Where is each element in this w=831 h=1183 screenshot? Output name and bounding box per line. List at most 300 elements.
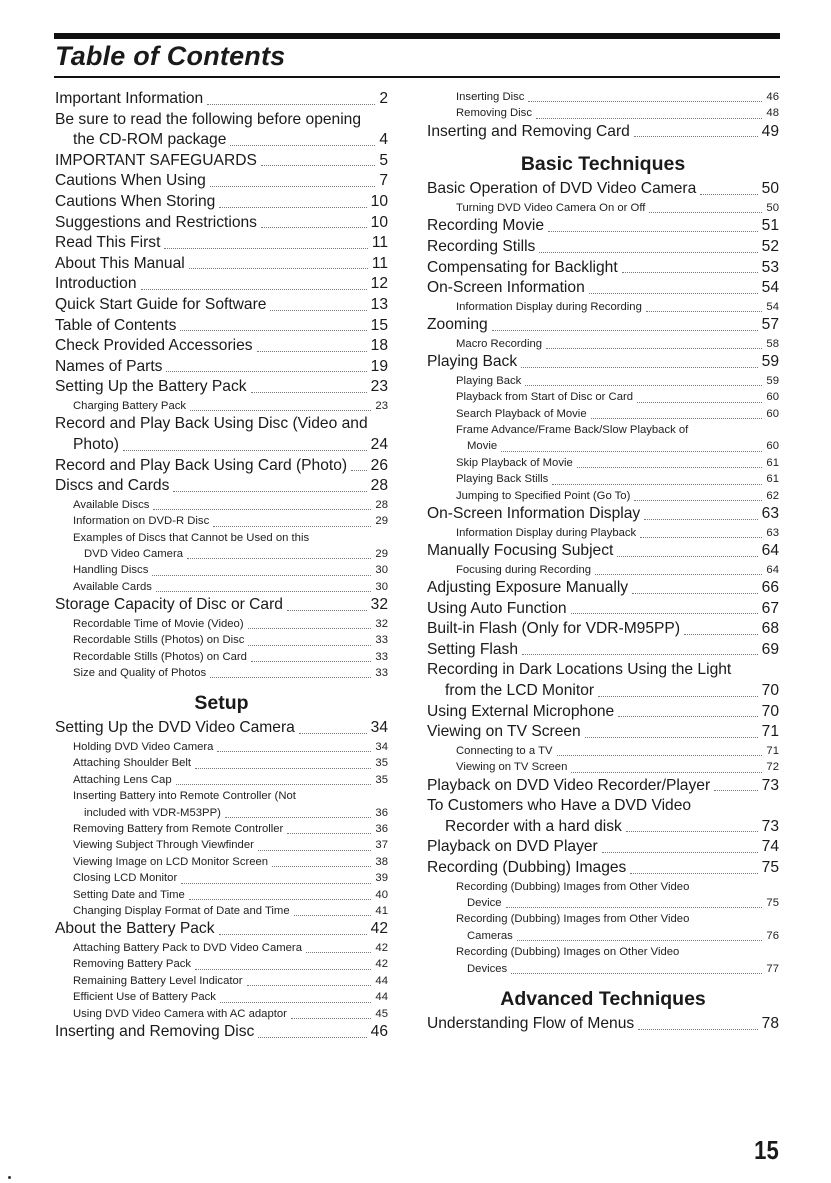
- toc-subentry[interactable]: [427, 105, 779, 121]
- toc-entry[interactable]: [55, 919, 388, 940]
- toc-page-number: 24: [370, 435, 388, 453]
- toc-page-number: 63: [766, 526, 779, 539]
- toc-entry-title: Playback from Start of Disc or Card: [456, 391, 634, 404]
- toc-entry-title: Zooming: [427, 316, 488, 334]
- toc-entry-title: Attaching Shoulder Belt: [73, 757, 192, 770]
- toc-page-number: 29: [375, 547, 388, 560]
- toc-entry-title: Storage Capacity of Disc or Card: [55, 596, 283, 614]
- dot-leader: [546, 348, 762, 349]
- toc-entry-title: Playback on DVD Video Recorder/Player: [427, 776, 711, 794]
- toc-subentry[interactable]: [55, 772, 388, 788]
- toc-page-number: 33: [375, 634, 388, 647]
- toc-subentry[interactable]: [55, 821, 388, 837]
- toc-page-number: 62: [766, 489, 779, 502]
- dot-leader: [714, 790, 758, 791]
- toc-subentry[interactable]: [427, 200, 779, 216]
- toc-entry-title: Cautions When Storing: [55, 192, 216, 210]
- toc-page-number: 50: [766, 202, 779, 214]
- toc-page-number: 32: [375, 617, 388, 630]
- toc-entry[interactable]: [55, 233, 388, 254]
- toc-page-number: 28: [370, 477, 388, 495]
- toc-subentry[interactable]: [55, 870, 388, 886]
- toc-entry[interactable]: [55, 414, 388, 455]
- toc-entry[interactable]: [55, 89, 388, 110]
- toc-subentry[interactable]: [427, 389, 779, 405]
- toc-entry-title-cont: Recorder with a hard disk: [445, 817, 622, 835]
- toc-entry-title: Record and Play Back Using Disc (Video and: [55, 415, 368, 433]
- dot-leader: [189, 899, 372, 900]
- toc-subentry[interactable]: [55, 837, 388, 853]
- dot-leader: [173, 491, 366, 492]
- toc-subentry[interactable]: [55, 497, 388, 513]
- dot-leader: [552, 484, 762, 485]
- toc-entry[interactable]: [427, 278, 779, 299]
- toc-entry-title: Charging Battery Pack: [73, 399, 187, 412]
- dot-leader: [257, 351, 367, 352]
- toc-subentry[interactable]: [55, 903, 388, 919]
- dot-leader: [548, 231, 758, 232]
- toc-entry-title: Information on DVD-R Disc: [73, 515, 210, 528]
- toc-subentry[interactable]: [55, 513, 388, 529]
- toc-entry-title-cont: Photo): [73, 435, 119, 453]
- toc-entry[interactable]: [427, 722, 779, 743]
- toc-entry-title: Information Display during Playback: [456, 526, 637, 539]
- toc-subentry[interactable]: [427, 879, 779, 912]
- dot-leader: [351, 470, 367, 471]
- toc-page-number: 77: [766, 962, 779, 975]
- dot-leader: [539, 252, 757, 253]
- toc-subentry[interactable]: [427, 455, 779, 471]
- toc-page-number: 57: [761, 316, 779, 334]
- dot-leader: [511, 973, 762, 974]
- toc-entry[interactable]: [55, 718, 388, 739]
- dot-leader: [217, 751, 371, 752]
- toc-page-number: 64: [766, 563, 779, 576]
- dot-leader: [153, 509, 371, 510]
- dot-leader: [152, 575, 371, 576]
- toc-entry-title: Skip Playback of Movie: [456, 456, 573, 469]
- dot-leader: [622, 272, 758, 273]
- toc-entry-title: Search Playback of Movie: [456, 407, 587, 420]
- toc-subentry[interactable]: [55, 1006, 388, 1022]
- dot-leader: [638, 1029, 757, 1030]
- toc-entry[interactable]: [55, 595, 388, 616]
- toc-page-number: 54: [761, 279, 779, 297]
- toc-entry[interactable]: [427, 578, 779, 599]
- toc-entry-title: Playing Back Stills: [456, 473, 549, 486]
- toc-entry-title: Setting Up the Battery Pack: [55, 378, 247, 396]
- toc-entry-title: Read This First: [55, 234, 161, 252]
- toc-page-number: 51: [761, 217, 779, 235]
- dot-leader: [521, 367, 757, 368]
- toc-entry-title: Frame Advance/Frame Back/Slow Playback of: [456, 424, 689, 436]
- toc-subentry[interactable]: [427, 743, 779, 759]
- toc-page-number: 34: [375, 740, 388, 753]
- toc-page-number: 78: [761, 1015, 779, 1032]
- dot-leader: [517, 940, 763, 941]
- toc-page-number: 74: [761, 838, 779, 856]
- dot-leader: [248, 645, 371, 646]
- toc-entry[interactable]: [427, 796, 779, 837]
- toc-entry[interactable]: [427, 619, 779, 640]
- dot-leader: [522, 654, 758, 655]
- toc-entry-title: Viewing on TV Screen: [427, 723, 581, 741]
- toc-entry-title: Understanding Flow of Menus: [427, 1015, 635, 1032]
- toc-entry-title: Using External Microphone: [427, 702, 615, 720]
- toc-entry-title: Cautions When Using: [55, 172, 206, 190]
- toc-entry-title: Jumping to Specified Point (Go To): [456, 489, 631, 502]
- toc-entry[interactable]: [55, 151, 388, 172]
- dot-leader: [557, 755, 763, 756]
- toc-subentry[interactable]: [55, 854, 388, 870]
- toc-page-number: 59: [761, 353, 779, 371]
- toc-entry-title: Inserting Disc: [456, 91, 525, 103]
- dot-leader: [492, 330, 758, 331]
- toc-entry[interactable]: [427, 315, 779, 336]
- dot-leader: [637, 402, 762, 403]
- toc-entry-title: Examples of Discs that Cannot be Used on this: [73, 531, 310, 544]
- toc-entry-title: Recording (Dubbing) Images: [427, 858, 627, 876]
- toc-entry-title-cont: Devices: [467, 962, 508, 975]
- toc-entry[interactable]: [427, 776, 779, 797]
- toc-subentry[interactable]: [427, 911, 779, 944]
- toc-page-number: 73: [761, 776, 779, 794]
- toc-entry-title: About This Manual: [55, 254, 185, 272]
- toc-entry-title: Suggestions and Restrictions: [55, 213, 257, 231]
- toc-entry-title: Using Auto Function: [427, 599, 567, 617]
- toc-entry-title: Record and Play Back Using Card (Photo): [55, 456, 348, 474]
- toc-page-number: 33: [375, 650, 388, 663]
- dot-leader: [225, 817, 372, 818]
- toc-page-number: 68: [761, 620, 779, 638]
- toc-entry-title: On-Screen Information Display: [427, 505, 641, 523]
- dot-leader: [506, 907, 763, 908]
- toc-subentry[interactable]: [55, 788, 388, 821]
- dot-leader: [571, 772, 762, 773]
- toc-subentry[interactable]: [55, 887, 388, 903]
- toc-entry-continuation: [55, 130, 388, 151]
- toc-page-number: 28: [375, 498, 388, 511]
- toc-entry-continuation: [456, 961, 779, 977]
- toc-entry[interactable]: [55, 316, 388, 337]
- toc-page-number: 76: [766, 929, 779, 942]
- toc-entry-title: Manually Focusing Subject: [427, 542, 614, 560]
- toc-page-number: 67: [761, 599, 779, 617]
- dot-leader: [700, 194, 757, 195]
- dot-leader: [210, 677, 371, 678]
- toc-entry-title: Introduction: [55, 275, 137, 293]
- toc-entry-title: Setting Date and Time: [73, 888, 185, 901]
- toc-page-number: 42: [375, 942, 388, 954]
- toc-entry-title: Recording Movie: [427, 217, 545, 235]
- toc-entry-title: Recording (Dubbing) Images on Other Video: [456, 946, 680, 959]
- dot-leader: [630, 873, 757, 874]
- toc-entry[interactable]: [427, 599, 779, 620]
- toc-entry-continuation: [427, 817, 779, 838]
- toc-subentry[interactable]: [55, 649, 388, 665]
- toc-entry[interactable]: [427, 504, 779, 525]
- dot-leader: [649, 212, 762, 213]
- toc-entry-title: Viewing on TV Screen: [456, 761, 568, 774]
- dot-leader: [617, 556, 757, 557]
- dot-leader: [141, 289, 367, 290]
- dot-leader: [187, 558, 371, 559]
- toc-subentry[interactable]: [427, 299, 779, 315]
- title-rule: [54, 76, 780, 78]
- corner-mark: [8, 1176, 11, 1179]
- toc-entry-title: Check Provided Accessories: [55, 337, 253, 355]
- toc-subentry[interactable]: [427, 471, 779, 487]
- toc-entry-title: Macro Recording: [456, 337, 543, 350]
- dot-leader: [220, 1002, 371, 1003]
- toc-page-number: 23: [370, 378, 388, 396]
- toc-entry[interactable]: [427, 702, 779, 723]
- toc-subentry[interactable]: [427, 488, 779, 504]
- toc-page-number: 63: [761, 505, 779, 523]
- toc-subentry[interactable]: [55, 739, 388, 755]
- toc-page-number: 44: [375, 991, 388, 1004]
- toc-subentry[interactable]: [55, 632, 388, 648]
- dot-leader: [207, 104, 375, 105]
- toc-page-number: 75: [766, 896, 779, 909]
- dot-leader: [272, 866, 371, 867]
- toc-page-number: 36: [375, 806, 388, 819]
- dot-leader: [251, 392, 367, 393]
- dot-leader: [632, 593, 758, 594]
- toc-page-number: 71: [766, 744, 779, 757]
- toc-page-number: 53: [761, 258, 779, 276]
- dot-leader: [166, 371, 366, 372]
- toc-subentry[interactable]: [427, 759, 779, 775]
- toc-page-number: 61: [766, 473, 779, 486]
- toc-subentry[interactable]: [55, 973, 388, 989]
- toc-entry[interactable]: [427, 640, 779, 661]
- toc-page-number: 70: [761, 682, 779, 699]
- toc-entry[interactable]: [427, 660, 779, 701]
- toc-page-number: 2: [379, 90, 388, 107]
- toc-entry[interactable]: [427, 837, 779, 858]
- toc-entry-title: Important Information: [55, 90, 204, 107]
- toc-entry[interactable]: [55, 476, 388, 497]
- toc-subentry[interactable]: [427, 406, 779, 422]
- toc-entry-title: On-Screen Information: [427, 279, 585, 297]
- dot-leader: [577, 467, 763, 468]
- toc-page-number: 73: [761, 817, 779, 835]
- toc-page-number: 60: [766, 391, 779, 404]
- toc-entry[interactable]: [427, 237, 779, 258]
- toc-page-number: 60: [766, 407, 779, 420]
- dot-leader: [644, 519, 757, 520]
- toc-entry-title: Recording (Dubbing) Images from Other Video: [456, 913, 690, 926]
- toc-entry[interactable]: [55, 357, 388, 378]
- toc-entry-title: Removing Battery from Remote Controller: [73, 822, 284, 835]
- toc-page-number: 46: [766, 91, 779, 103]
- toc-page-number: 52: [761, 238, 779, 255]
- toc-entry[interactable]: [55, 1022, 388, 1043]
- section-heading: Basic Techniques: [520, 153, 686, 176]
- dot-leader: [189, 268, 368, 269]
- toc-entry-title: Recordable Stills (Photos) on Card: [73, 650, 247, 663]
- toc-entry[interactable]: [55, 336, 388, 357]
- toc-page-number: 49: [761, 122, 779, 140]
- toc-entry-title: Inserting and Removing Card: [427, 122, 630, 140]
- toc-page-number: 35: [375, 757, 388, 770]
- toc-subentry[interactable]: [427, 944, 779, 977]
- toc-entry[interactable]: [427, 541, 779, 562]
- dot-leader: [287, 610, 367, 611]
- toc-subentry[interactable]: [55, 755, 388, 771]
- toc-subentry[interactable]: [427, 422, 779, 455]
- toc-page-number: 5: [379, 151, 388, 169]
- dot-leader: [571, 613, 758, 614]
- toc-page-number: 36: [375, 822, 388, 835]
- toc-entry[interactable]: [427, 216, 779, 237]
- toc-subentry[interactable]: [55, 530, 388, 563]
- dot-leader: [602, 852, 758, 853]
- toc-page-number: 75: [761, 858, 779, 876]
- toc-entry[interactable]: [55, 213, 388, 234]
- toc-entry[interactable]: [55, 192, 388, 213]
- toc-page-number: 64: [761, 542, 779, 560]
- toc-entry[interactable]: [427, 1014, 779, 1035]
- dot-leader: [219, 207, 366, 208]
- toc-entry[interactable]: [55, 295, 388, 316]
- toc-entry-title: Information Display during Recording: [456, 300, 642, 313]
- toc-entry[interactable]: [427, 122, 779, 143]
- dot-leader: [195, 969, 371, 970]
- dot-leader: [230, 145, 375, 146]
- toc-entry[interactable]: [427, 858, 779, 879]
- toc-entry-continuation: [73, 805, 388, 821]
- toc-page-number: 40: [375, 888, 388, 901]
- toc-entry-title: Playback on DVD Player: [427, 838, 598, 856]
- toc-entry[interactable]: [55, 456, 388, 477]
- toc-entry-title: Recordable Time of Movie (Video): [73, 617, 244, 630]
- toc-page-number: 60: [766, 440, 779, 453]
- dot-leader: [180, 330, 366, 331]
- toc-entry[interactable]: [55, 377, 388, 398]
- toc-entry-title: Table of Contents: [55, 316, 177, 334]
- toc-entry[interactable]: [55, 110, 388, 151]
- toc-subentry[interactable]: [427, 525, 779, 541]
- toc-entry-title: Inserting and Removing Disc: [55, 1023, 255, 1041]
- toc-page-number: 66: [761, 579, 779, 597]
- toc-page-number: 7: [379, 172, 388, 190]
- toc-subentry[interactable]: [427, 562, 779, 578]
- dot-leader: [219, 934, 367, 935]
- toc-entry-title-cont: Cameras: [467, 929, 513, 942]
- toc-subentry[interactable]: [55, 398, 388, 414]
- toc-page-number: 10: [370, 192, 388, 210]
- dot-leader: [270, 310, 366, 311]
- toc-entry-title: Efficient Use of Battery Pack: [73, 991, 216, 1004]
- toc-entry-continuation: [55, 435, 388, 456]
- toc-entry[interactable]: [427, 258, 779, 279]
- toc-entry-title: Playing Back: [427, 353, 518, 371]
- toc-page-number: 39: [375, 872, 388, 885]
- dot-leader: [181, 883, 371, 884]
- toc-subentry[interactable]: [55, 989, 388, 1005]
- toc-subentry[interactable]: [427, 373, 779, 389]
- dot-leader: [536, 118, 762, 119]
- toc-entry-title: Size and Quality of Photos: [73, 666, 207, 679]
- toc-page-number: 48: [766, 107, 779, 120]
- toc-subentry[interactable]: [55, 665, 388, 681]
- toc-entry-continuation: [73, 546, 388, 562]
- dot-leader: [213, 526, 371, 527]
- toc-subentry[interactable]: [55, 579, 388, 595]
- toc-entry-title: Available Discs: [73, 498, 150, 511]
- section-heading: Setup: [194, 692, 249, 715]
- toc-page-number: 12: [370, 275, 388, 293]
- toc-page-number: 30: [375, 564, 388, 577]
- toc-entry-title: Using DVD Video Camera with AC adaptor: [73, 1007, 287, 1020]
- toc-page-number: 32: [370, 596, 388, 614]
- dot-leader: [258, 850, 372, 851]
- toc-left-column: [55, 89, 388, 1043]
- toc-page-number: 37: [375, 839, 388, 852]
- dot-leader: [595, 574, 762, 575]
- toc-entry-title: Attaching Lens Cap: [73, 773, 172, 786]
- toc-page-number: 41: [375, 905, 388, 917]
- dot-leader: [294, 915, 372, 916]
- toc-entry[interactable]: [427, 179, 779, 200]
- toc-entry-title: Setting Up the DVD Video Camera: [55, 719, 295, 737]
- toc-entry[interactable]: [55, 254, 388, 275]
- dot-leader: [210, 186, 375, 187]
- toc-entry[interactable]: [55, 274, 388, 295]
- toc-entry-title: Focusing during Recording: [456, 563, 592, 576]
- toc-subentry[interactable]: [55, 940, 388, 956]
- toc-page-number: 34: [370, 719, 388, 737]
- toc-entry-title: Discs and Cards: [55, 477, 170, 495]
- toc-entry-title: Recording in Dark Locations Using the Light: [427, 661, 732, 679]
- toc-entry-title: Adjusting Exposure Manually: [427, 579, 629, 597]
- dot-leader: [501, 451, 762, 452]
- toc-entry-title: Closing LCD Monitor: [73, 872, 178, 885]
- page-title: Table of Contents: [55, 41, 286, 71]
- toc-page-number: 59: [766, 374, 779, 387]
- toc-page-number: 10: [370, 213, 388, 231]
- toc-entry-title: Setting Flash: [427, 640, 519, 658]
- toc-subentry[interactable]: [55, 562, 388, 578]
- toc-entry-title: Recordable Stills (Photos) on Disc: [73, 634, 245, 647]
- dot-leader: [591, 418, 763, 419]
- toc-subentry[interactable]: [427, 336, 779, 352]
- toc-page-number: 46: [370, 1023, 388, 1041]
- dot-leader: [634, 500, 762, 501]
- toc-subentry[interactable]: [55, 616, 388, 632]
- toc-entry[interactable]: [55, 171, 388, 192]
- toc-entry-title: Inserting Battery into Remote Controller (Not: [73, 790, 296, 803]
- toc-entry-title: About the Battery Pack: [55, 920, 215, 938]
- toc-entry-title: IMPORTANT SAFEGUARDS: [55, 151, 257, 169]
- toc-page-number: 13: [370, 295, 388, 313]
- toc-entry-title-cont: DVD Video Camera: [84, 547, 183, 560]
- toc-page-number: 33: [375, 666, 388, 679]
- toc-entry-title: Turning DVD Video Camera On or Off: [456, 202, 646, 214]
- dot-leader: [626, 831, 758, 832]
- toc-entry-title: Attaching Battery Pack to DVD Video Camera: [73, 942, 302, 954]
- dot-leader: [585, 737, 758, 738]
- dot-leader: [261, 165, 375, 166]
- toc-subentry[interactable]: [55, 956, 388, 972]
- toc-page-number: 19: [370, 357, 388, 375]
- toc-entry[interactable]: [427, 352, 779, 373]
- dot-leader: [299, 733, 367, 734]
- toc-subentry[interactable]: [427, 89, 779, 105]
- toc-entry-title: Changing Display Format of Date and Time: [73, 905, 290, 917]
